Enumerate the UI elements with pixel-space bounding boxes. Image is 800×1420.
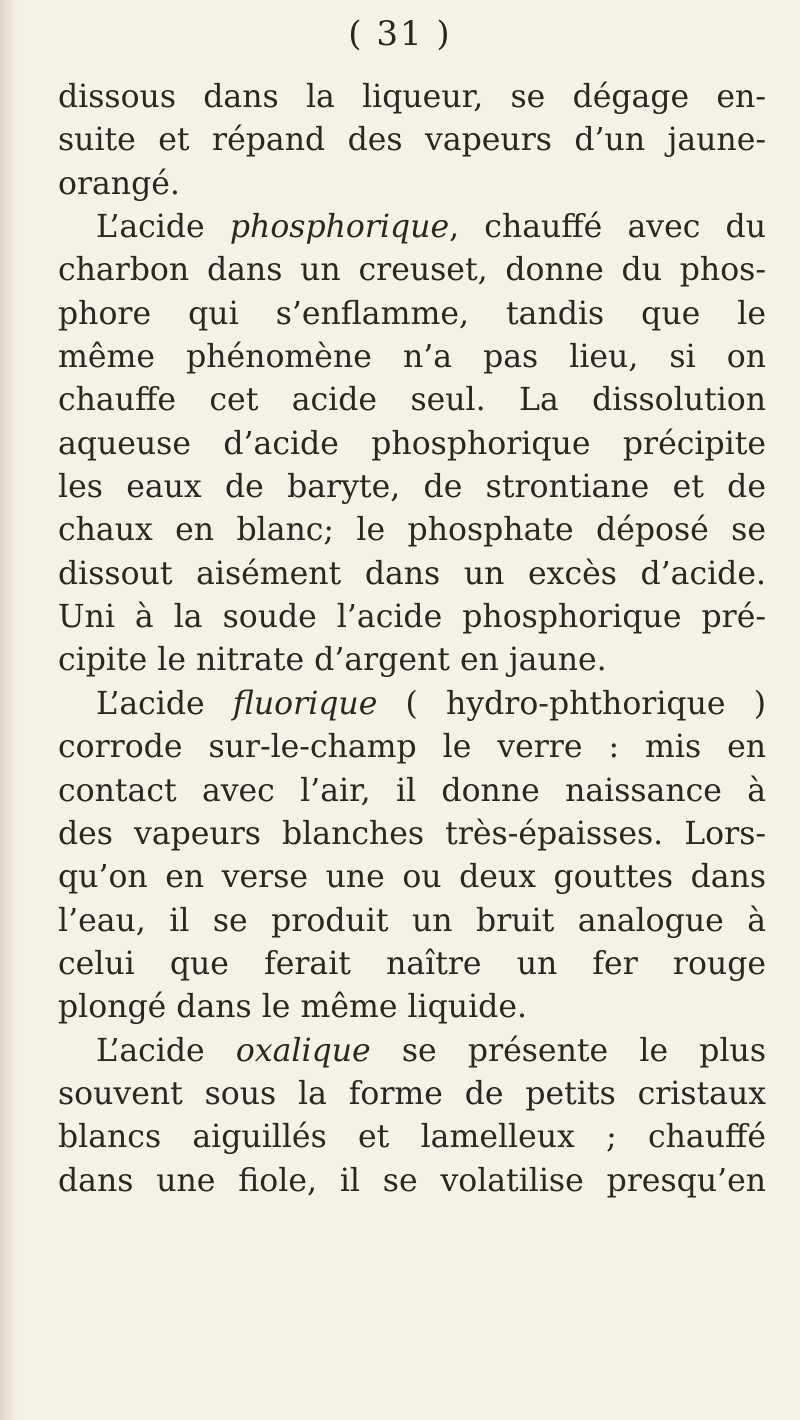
- text-line: aqueuse d’acide phosphorique précipite: [58, 425, 766, 462]
- text-line: dissout aisément dans un excès d’acide.: [58, 555, 766, 592]
- text-line: plongé dans le même liquide.: [58, 989, 527, 1026]
- text-line: Uni à la soude l’acide phosphorique pré-: [58, 599, 766, 636]
- text-line: L’acide fluorique ( hydro-phthorique ): [96, 685, 766, 722]
- text-line: orangé.: [58, 165, 180, 202]
- text-line: contact avec l’air, il donne naissance à: [58, 772, 766, 809]
- text-line: L’acide oxalique se présente le plus: [96, 1032, 766, 1069]
- text-line: chaux en blanc; le phosphate déposé se: [58, 512, 766, 549]
- italic-term: phosphorique: [229, 209, 450, 246]
- page-number: ( 31 ): [348, 14, 452, 54]
- italic-term: oxalique: [235, 1032, 371, 1069]
- page-edge-shadow: [0, 0, 18, 1420]
- text-line: blancs aiguillés et lamelleux ; chauffé: [58, 1119, 766, 1156]
- text-line: dissous dans la liqueur, se dégage en-: [58, 79, 766, 115]
- text-line: L’acide phosphorique, chauffé avec du: [96, 209, 766, 246]
- text-line: dans une fiole, il se volatilise presqu’en: [58, 1162, 766, 1199]
- text-line: suite et répand des vapeurs d’un jaune-: [58, 122, 766, 159]
- text-line: chauffe cet acide seul. La dissolution: [58, 382, 766, 419]
- text-line: phore qui s’enflamme, tandis que le: [58, 295, 766, 332]
- text-line: des vapeurs blanches très-épaisses. Lors-: [58, 815, 766, 852]
- body-text: [58, 76, 766, 1203]
- text-line: corrode sur-le-champ le verre : mis en: [58, 729, 766, 766]
- text-line: l’eau, il se produit un bruit analogue à: [58, 902, 766, 939]
- text-line: les eaux de baryte, de strontiane et de: [58, 469, 766, 506]
- text-line: cipite le nitrate d’argent en jaune.: [58, 642, 607, 679]
- italic-term: fluorique: [232, 685, 378, 722]
- text-line: celui que ferait naître un fer rouge: [58, 945, 766, 982]
- text-line: qu’on en verse une ou deux gouttes dans: [58, 859, 766, 896]
- text-line: souvent sous la forme de petits cristaux: [58, 1075, 766, 1112]
- text-line: même phénomène n’a pas lieu, si on: [58, 339, 766, 376]
- text-line: charbon dans un creuset, donne du phos-: [58, 252, 766, 289]
